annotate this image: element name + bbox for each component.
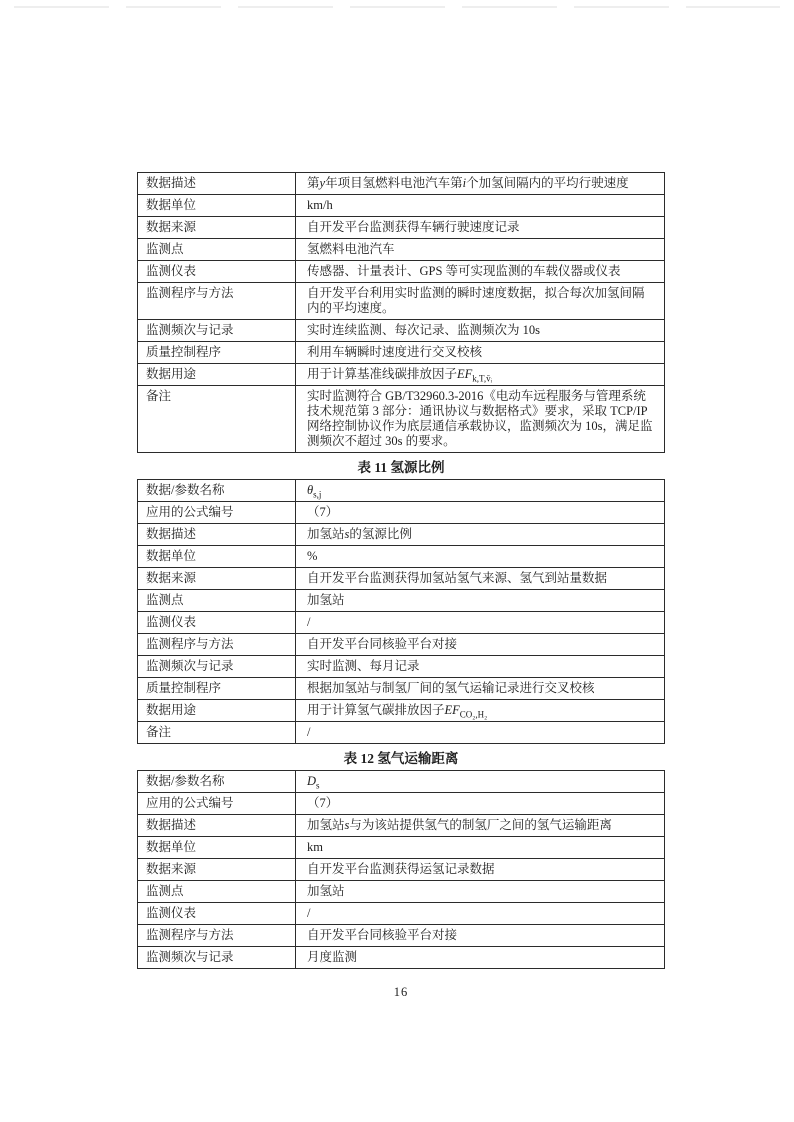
formula-subscript: s,j [313,489,322,500]
row-label: 数据单位 [138,837,296,859]
formula-subscript: s [316,780,320,791]
row-label: 应用的公式编号 [138,793,296,815]
table-row [138,217,665,239]
table-row [138,925,665,947]
variable-s: s [344,818,350,832]
row-value: 加氢站 [296,881,665,903]
table-row [138,320,665,342]
row-label: 数据来源 [138,568,296,590]
row-value: （7） [296,793,665,815]
text: 用于计算基准线碳排放因子 [307,367,458,381]
table-row [138,195,665,217]
row-value [296,364,665,386]
table-row [138,700,665,722]
text: 第 [307,176,320,190]
row-value: 加氢站 [296,590,665,612]
row-label: 监测频次与记录 [138,320,296,342]
table-row [138,590,665,612]
row-value: / [296,722,665,744]
row-value: 根据加氢站与制氢厂间的氢气运输记录进行交叉校核 [296,678,665,700]
row-value: 实时连续监测、每次记录、监测频次为 10s [296,320,665,342]
row-value: （7） [296,502,665,524]
row-value: / [296,612,665,634]
row-value: 自开发平台利用实时监测的瞬时速度数据，拟合每次加氢间隔内的平均速度。 [296,283,665,320]
table-11-hydrogen-source-ratio [137,479,665,744]
row-value [296,524,665,546]
row-label: 应用的公式编号 [138,502,296,524]
table-row [138,239,665,261]
table-row [138,881,665,903]
row-label: 数据单位 [138,546,296,568]
row-label: 数据描述 [138,173,296,195]
text: 的氢源比例 [349,527,412,541]
row-label: 监测频次与记录 [138,656,296,678]
row-label: 数据单位 [138,195,296,217]
row-value: 氢燃料电池汽车 [296,239,665,261]
formula-ef-baseline: EF [457,367,473,381]
table-row [138,837,665,859]
table-row [138,342,665,364]
row-value [296,771,665,793]
row-value: 实时监测符合 GB/T32960.3-2016《电动车远程服务与管理系统技术规范第 3 部分：通讯协议与数据格式》要求，采取 TCP/IP 网络控制协议作为底层通信承载协议，监测频次为 10s，满足监测频次不超过 30s 的要求。 [296,386,665,453]
row-value: / [296,903,665,925]
row-value [296,815,665,837]
table-row [138,480,665,502]
table-row [138,722,665,744]
row-label: 数据描述 [138,815,296,837]
row-value: 月度监测 [296,947,665,969]
table-row [138,261,665,283]
table-row [138,283,665,320]
row-label: 数据用途 [138,364,296,386]
row-value: 自开发平台同核验平台对接 [296,925,665,947]
row-value: km/h [296,195,665,217]
row-label: 数据/参数名称 [138,480,296,502]
formula-subscript: CO₂,H₂ [459,709,488,720]
table-row [138,502,665,524]
row-value: km [296,837,665,859]
row-label: 数据/参数名称 [138,771,296,793]
row-value: 传感器、计量表计、GPS 等可实现监测的车载仪器或仪表 [296,261,665,283]
table-row [138,612,665,634]
variable-y: y [319,176,326,190]
table-row [138,815,665,837]
row-label: 数据描述 [138,524,296,546]
table-11-caption: 表 11 氢源比例 [357,460,445,475]
row-label: 监测程序与方法 [138,634,296,656]
formula-ef-h2: EF [444,703,460,717]
row-label: 监测程序与方法 [138,283,296,320]
row-label: 数据用途 [138,700,296,722]
table-row [138,524,665,546]
scan-artifact-line [14,6,780,8]
row-value: 利用车辆瞬时速度进行交叉校核 [296,342,665,364]
table-row [138,793,665,815]
row-value [296,480,665,502]
row-label: 数据来源 [138,859,296,881]
formula-subscript: k,T,v̄ᵢ [472,373,493,384]
table-row [138,771,665,793]
text: 与为该站提供氢气的制氢厂之间的氢气运输距离 [349,818,612,832]
row-label: 监测点 [138,590,296,612]
row-label: 备注 [138,386,296,453]
text: 用于计算氢气碳排放因子 [307,703,445,717]
row-label: 监测频次与记录 [138,947,296,969]
text: 个加氢间隔内的平均行驶速度 [466,176,629,190]
row-value [296,173,665,195]
table-row [138,634,665,656]
text: 加氢站 [307,527,345,541]
table-row [138,903,665,925]
row-label: 质量控制程序 [138,342,296,364]
row-value: 实时监测、每月记录 [296,656,665,678]
row-value: 自开发平台同核验平台对接 [296,634,665,656]
variable-s: s [344,527,350,541]
text: 加氢站 [307,818,345,832]
monitoring-table-continued [137,172,665,453]
row-label: 监测点 [138,239,296,261]
table-12-hydrogen-transport-distance [137,770,665,969]
formula-d: D [307,774,317,788]
document-page-content [137,172,665,1000]
table-row [138,568,665,590]
table-row [138,656,665,678]
row-value [296,700,665,722]
table-12-caption: 表 12 氢气运输距离 [343,751,459,766]
row-label: 监测点 [138,881,296,903]
row-value: % [296,546,665,568]
table-row [138,364,665,386]
row-label: 监测程序与方法 [138,925,296,947]
row-label: 备注 [138,722,296,744]
table-row [138,173,665,195]
table-row [138,678,665,700]
row-value: 自开发平台监测获得加氢站氢气来源、氢气到站量数据 [296,568,665,590]
row-label: 监测仪表 [138,261,296,283]
variable-i: i [462,176,467,190]
page-number: 16 [393,985,409,999]
row-label: 监测仪表 [138,903,296,925]
row-label: 质量控制程序 [138,678,296,700]
row-label: 数据来源 [138,217,296,239]
text: 年项目氢燃料电池汽车第 [325,176,463,190]
table-row [138,947,665,969]
row-value: 自开发平台监测获得运氢记录数据 [296,859,665,881]
table-row [138,546,665,568]
row-label: 监测仪表 [138,612,296,634]
row-value: 自开发平台监测获得车辆行驶速度记录 [296,217,665,239]
formula-theta: θ [307,483,314,497]
table-row [138,386,665,453]
table-row [138,859,665,881]
